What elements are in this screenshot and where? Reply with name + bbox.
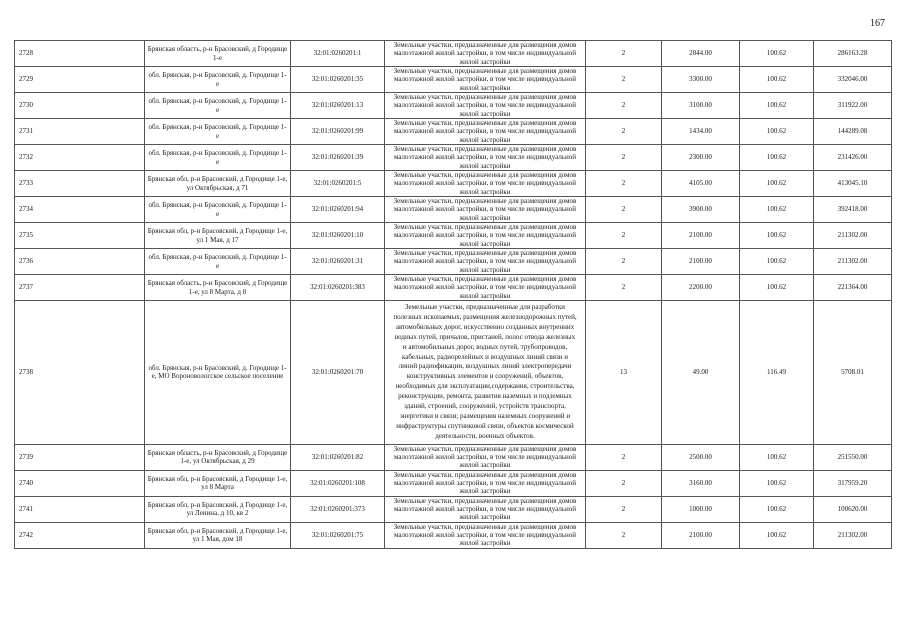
area-cell: 3100.00 <box>662 93 740 119</box>
land-use-cell: Земельные участки, предназначенные для размещения домов малоэтажной жилой застройки, в том числе индивидуальной жилой застройки <box>385 67 586 93</box>
area-cell: 49.00 <box>662 301 740 445</box>
cadastral-value-cell: 5708.01 <box>814 301 892 445</box>
cadastral-value-cell: 392418.00 <box>814 197 892 223</box>
group-cell: 2 <box>586 197 662 223</box>
table-row <box>15 470 892 496</box>
cadastral-number-cell: 32:01:0260201:383 <box>291 275 385 301</box>
rate-cell: 100.62 <box>740 145 814 171</box>
area-cell: 2100.00 <box>662 249 740 275</box>
address-cell: обл. Брянская, р-н Брасовский, д. Городище 1-е <box>145 249 291 275</box>
row-number: 2732 <box>15 145 145 171</box>
row-number: 2728 <box>15 41 145 67</box>
cadastral-value-cell: 332046.00 <box>814 67 892 93</box>
address-cell: Брянская обл, р-н Брасовский, д Городище 1-е, ул Ленина, д 10, кв 2 <box>145 496 291 522</box>
rate-cell: 100.62 <box>740 223 814 249</box>
cadastral-value-cell: 211302.00 <box>814 522 892 548</box>
address-cell: Брянская область, р-н Брасовский, д Городище 1-е <box>145 41 291 67</box>
cadastral-number-cell: 32:01:0260201:39 <box>291 145 385 171</box>
address-cell: Брянская обл, р-н Брасовский, д Городище 1-е, ул 1 Мая, дом 18 <box>145 522 291 548</box>
group-cell: 2 <box>586 223 662 249</box>
land-use-cell: Земельные участки, предназначенные для размещения домов малоэтажной жилой застройки, в том числе индивидуальной жилой застройки <box>385 522 586 548</box>
rate-cell: 100.62 <box>740 249 814 275</box>
rate-cell: 100.62 <box>740 496 814 522</box>
cadastral-value-cell: 100620.00 <box>814 496 892 522</box>
cadastral-value-table <box>14 40 892 549</box>
address-cell: обл. Брянская, р-н Брасовский, д. Городище 1-е <box>145 197 291 223</box>
cadastral-number-cell: 32:01:0260201:94 <box>291 197 385 223</box>
area-cell: 1434.00 <box>662 119 740 145</box>
row-number: 2740 <box>15 470 145 496</box>
land-use-cell: Земельные участки, предназначенные для размещения домов малоэтажной жилой застройки, в том числе индивидуальной жилой застройки <box>385 41 586 67</box>
row-number: 2735 <box>15 223 145 249</box>
table-row <box>15 444 892 470</box>
area-cell: 2100.00 <box>662 223 740 249</box>
page-number: 167 <box>870 18 885 29</box>
cadastral-value-cell: 231426.00 <box>814 145 892 171</box>
address-cell: обл. Брянская, р-н Брасовский, д. Городище 1-е <box>145 93 291 119</box>
table-row <box>15 301 892 445</box>
row-number: 2731 <box>15 119 145 145</box>
address-cell: Брянская обл, р-н Брасовский, д Городище 1-е, ул 1 Мая, д 17 <box>145 223 291 249</box>
group-cell: 2 <box>586 275 662 301</box>
row-number: 2729 <box>15 67 145 93</box>
cadastral-value-cell: 144289.08 <box>814 119 892 145</box>
address-cell: Брянская обл, р-н Брасовский, д Городище 1-е, ул 8 Марта <box>145 470 291 496</box>
cadastral-number-cell: 32:01:0260201:99 <box>291 119 385 145</box>
rate-cell: 100.62 <box>740 67 814 93</box>
group-cell: 2 <box>586 67 662 93</box>
address-cell: обл. Брянская, р-н Брасовский, д. Городище 1-е, МО Вороновологское сельское поселение <box>145 301 291 445</box>
area-cell: 3160.00 <box>662 470 740 496</box>
cadastral-number-cell: 32:01:0260201:10 <box>291 223 385 249</box>
land-use-cell: Земельные участки, предназначенные для размещения домов малоэтажной жилой застройки, в том числе индивидуальной жилой застройки <box>385 496 586 522</box>
group-cell: 2 <box>586 496 662 522</box>
table-row <box>15 171 892 197</box>
row-number: 2741 <box>15 496 145 522</box>
rate-cell: 100.62 <box>740 275 814 301</box>
area-cell: 2300.00 <box>662 145 740 171</box>
group-cell: 2 <box>586 119 662 145</box>
cadastral-number-cell: 32:01:0260201:75 <box>291 522 385 548</box>
rate-cell: 100.62 <box>740 444 814 470</box>
table-row <box>15 67 892 93</box>
table-row <box>15 145 892 171</box>
row-number: 2734 <box>15 197 145 223</box>
cadastral-value-cell: 211302.00 <box>814 249 892 275</box>
table-row <box>15 197 892 223</box>
rate-cell: 100.62 <box>740 197 814 223</box>
table-row <box>15 249 892 275</box>
group-cell: 2 <box>586 93 662 119</box>
cadastral-number-cell: 32:01:0260201:35 <box>291 67 385 93</box>
area-cell: 4105.00 <box>662 171 740 197</box>
group-cell: 2 <box>586 145 662 171</box>
cadastral-number-cell: 32:01:0260201:70 <box>291 301 385 445</box>
land-use-cell: Земельные участки, предназначенные для разработки полезных ископаемых, размещения железнодорожных путей, автомобильных дорог, искусственно созданных внутренних водных путей, причалов, пристаней, полос отвода железных и автомобильных дорог, водных путей, трубопроводов, кабельных, радиорелейных и воздушных линий связи и линий радиофикации, воздушных линий электропередачи конструктивных элементов и сооружений, объектов, необходимых для эксплуатации,содержания, строительства, реконструкции, ремонта, развития наземных и подземных зданий, строений, сооружений, устройств транспорта, энергетики и связи; размещения наземных сооружений и инфраструктуры спутниковой связи, объектов космической деятельности, военных объектов. <box>385 301 586 445</box>
cadastral-number-cell: 32:01:0260201:373 <box>291 496 385 522</box>
table-row <box>15 119 892 145</box>
cadastral-number-cell: 32:01:0260201:82 <box>291 444 385 470</box>
land-use-cell: Земельные участки, предназначенные для размещения домов малоэтажной жилой застройки, в том числе индивидуальной жилой застройки <box>385 197 586 223</box>
rate-cell: 100.62 <box>740 171 814 197</box>
rate-cell: 100.62 <box>740 119 814 145</box>
address-cell: обл. Брянская, р-н Брасовский, д. Городище 1-е <box>145 67 291 93</box>
table-row <box>15 223 892 249</box>
address-cell: Брянская область, р-н Брасовский, д Городище 1-е, ул 8 Марта, д 8 <box>145 275 291 301</box>
address-cell: Брянская область, р-н Брасовский, д Городище 1-е, ул Октябрьская, д 29 <box>145 444 291 470</box>
group-cell: 2 <box>586 249 662 275</box>
table-row <box>15 496 892 522</box>
rate-cell: 100.62 <box>740 470 814 496</box>
rate-cell: 100.62 <box>740 93 814 119</box>
area-cell: 3900.00 <box>662 197 740 223</box>
row-number: 2736 <box>15 249 145 275</box>
cadastral-number-cell: 32:01:0260201:31 <box>291 249 385 275</box>
group-cell: 2 <box>586 171 662 197</box>
cadastral-value-cell: 413045.10 <box>814 171 892 197</box>
row-number: 2738 <box>15 301 145 445</box>
group-cell: 13 <box>586 301 662 445</box>
area-cell: 2200.00 <box>662 275 740 301</box>
land-use-cell: Земельные участки, предназначенные для размещения домов малоэтажной жилой застройки, в том числе индивидуальной жилой застройки <box>385 93 586 119</box>
table-row <box>15 275 892 301</box>
cadastral-value-cell: 311922.00 <box>814 93 892 119</box>
group-cell: 2 <box>586 41 662 67</box>
cadastral-value-cell: 211302.00 <box>814 223 892 249</box>
land-use-cell: Земельные участки, предназначенные для размещения домов малоэтажной жилой застройки, в том числе индивидуальной жилой застройки <box>385 119 586 145</box>
row-number: 2730 <box>15 93 145 119</box>
cadastral-number-cell: 32:01:0260201:13 <box>291 93 385 119</box>
land-use-cell: Земельные участки, предназначенные для размещения домов малоэтажной жилой застройки, в том числе индивидуальной жилой застройки <box>385 444 586 470</box>
cadastral-value-cell: 317959.20 <box>814 470 892 496</box>
land-use-cell: Земельные участки, предназначенные для размещения домов малоэтажной жилой застройки, в том числе индивидуальной жилой застройки <box>385 223 586 249</box>
address-cell: обл. Брянская, р-н Брасовский, д. Городище 1-е <box>145 145 291 171</box>
address-cell: обл. Брянская, р-н Брасовский, д. Городище 1-е <box>145 119 291 145</box>
group-cell: 2 <box>586 522 662 548</box>
cadastral-number-cell: 32:01:0260201:1 <box>291 41 385 67</box>
land-use-cell: Земельные участки, предназначенные для размещения домов малоэтажной жилой застройки, в том числе индивидуальной жилой застройки <box>385 275 586 301</box>
area-cell: 2100.00 <box>662 522 740 548</box>
table-row <box>15 41 892 67</box>
land-use-cell: Земельные участки, предназначенные для размещения домов малоэтажной жилой застройки, в том числе индивидуальной жилой застройки <box>385 145 586 171</box>
group-cell: 2 <box>586 470 662 496</box>
cadastral-value-cell: 251550.00 <box>814 444 892 470</box>
cadastral-number-cell: 32:01:0260201:108 <box>291 470 385 496</box>
group-cell: 2 <box>586 444 662 470</box>
row-number: 2742 <box>15 522 145 548</box>
land-use-cell: Земельные участки, предназначенные для размещения домов малоэтажной жилой застройки, в том числе индивидуальной жилой застройки <box>385 470 586 496</box>
land-use-cell: Земельные участки, предназначенные для размещения домов малоэтажной жилой застройки, в том числе индивидуальной жилой застройки <box>385 249 586 275</box>
area-cell: 2844.00 <box>662 41 740 67</box>
rate-cell: 100.62 <box>740 522 814 548</box>
area-cell: 3300.00 <box>662 67 740 93</box>
cadastral-number-cell: 32:01:0260201:5 <box>291 171 385 197</box>
table-row <box>15 522 892 548</box>
rate-cell: 100.62 <box>740 41 814 67</box>
rate-cell: 116.49 <box>740 301 814 445</box>
table-row <box>15 93 892 119</box>
cadastral-value-cell: 286163.28 <box>814 41 892 67</box>
land-use-cell: Земельные участки, предназначенные для размещения домов малоэтажной жилой застройки, в том числе индивидуальной жилой застройки <box>385 171 586 197</box>
area-cell: 1000.00 <box>662 496 740 522</box>
cadastral-value-cell: 221364.00 <box>814 275 892 301</box>
row-number: 2739 <box>15 444 145 470</box>
area-cell: 2500.00 <box>662 444 740 470</box>
row-number: 2733 <box>15 171 145 197</box>
row-number: 2737 <box>15 275 145 301</box>
address-cell: Брянская обл, р-н Брасовский, д Городище 1-е, ул Октябрьская, д 71 <box>145 171 291 197</box>
